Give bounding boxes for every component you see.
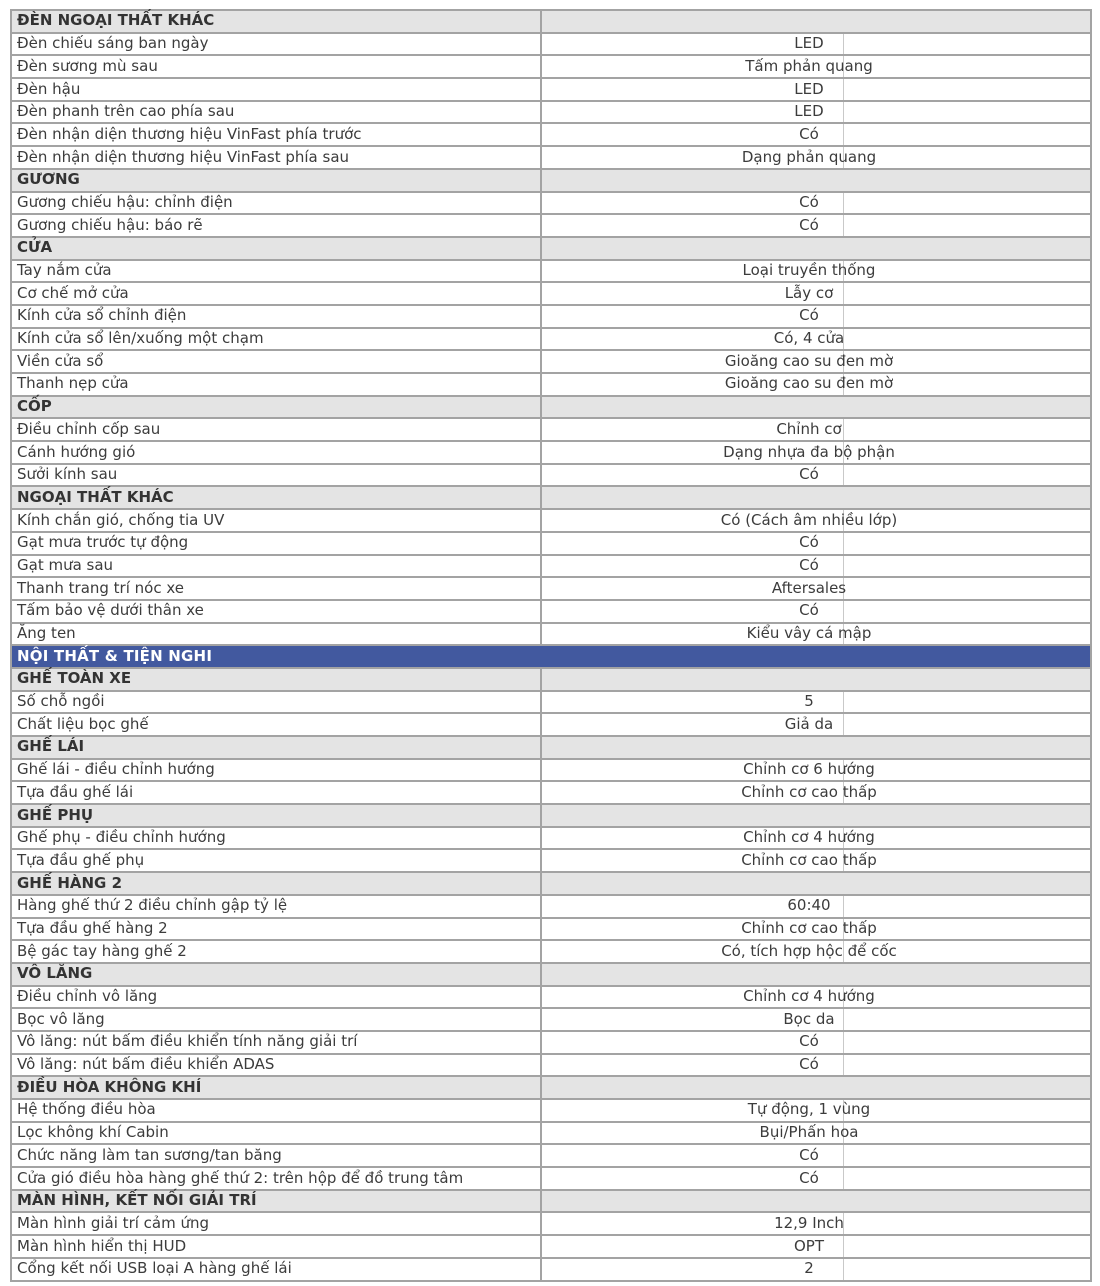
section-label: GƯƠNG: [11, 169, 541, 192]
section-row: [11, 963, 1091, 986]
section-label: MÀN HÌNH, KẾT NỐI GIẢI TRÍ: [11, 1190, 541, 1213]
spec-name: Kính cửa sổ chỉnh điện: [11, 305, 541, 328]
section-row: [11, 486, 1091, 509]
spec-name: Gạt mưa trước tự động: [11, 532, 541, 555]
spec-row: [11, 555, 1091, 578]
spec-value: Chỉnh cơ 6 hướng: [541, 759, 1091, 782]
spec-name: Thanh trang trí nóc xe: [11, 577, 541, 600]
spec-name: Tấm bảo vệ dưới thân xe: [11, 600, 541, 623]
spec-value: Chỉnh cơ cao thấp: [541, 849, 1091, 872]
section-row: [11, 668, 1091, 691]
section-empty-cell: [541, 1076, 1091, 1099]
spec-name: Vô lăng: nút bấm điều khiển tính năng giải trí: [11, 1031, 541, 1054]
spec-value: 12,9 Inch: [541, 1212, 1091, 1235]
spec-name: Đèn chiếu sáng ban ngày: [11, 33, 541, 56]
spec-name: Vô lăng: nút bấm điều khiển ADAS: [11, 1054, 541, 1077]
spec-name: Điều chỉnh vô lăng: [11, 986, 541, 1009]
section-row: [11, 1076, 1091, 1099]
spec-value: Có: [541, 1054, 1091, 1077]
spec-row: [11, 918, 1091, 941]
section-empty-cell: [541, 736, 1091, 759]
spec-row: [11, 33, 1091, 56]
spec-row: [11, 373, 1091, 396]
spec-name: Màn hình hiển thị HUD: [11, 1235, 541, 1258]
spec-name: Bệ gác tay hàng ghế 2: [11, 940, 541, 963]
section-row: [11, 237, 1091, 260]
spec-name: Gương chiếu hậu: báo rẽ: [11, 214, 541, 237]
spec-row: [11, 282, 1091, 305]
spec-row: [11, 146, 1091, 169]
spec-value: Aftersales: [541, 577, 1091, 600]
spec-value: Có, tích hợp hộc để cốc: [541, 940, 1091, 963]
section-empty-cell: [541, 237, 1091, 260]
spec-value: Loại truyền thống: [541, 260, 1091, 283]
spec-row: [11, 895, 1091, 918]
spec-name: Hàng ghế thứ 2 điều chỉnh gập tỷ lệ: [11, 895, 541, 918]
spec-row: [11, 1099, 1091, 1122]
spec-row: [11, 600, 1091, 623]
section-empty-cell: [541, 396, 1091, 419]
spec-value: Tấm phản quang: [541, 55, 1091, 78]
spec-row: [11, 1054, 1091, 1077]
spec-row: [11, 123, 1091, 146]
spec-value: Dạng phản quang: [541, 146, 1091, 169]
spec-value: OPT: [541, 1235, 1091, 1258]
spec-name: Điều chỉnh cốp sau: [11, 418, 541, 441]
spec-name: Lọc không khí Cabin: [11, 1122, 541, 1145]
spec-row: [11, 1212, 1091, 1235]
spec-value: Có: [541, 1167, 1091, 1190]
spec-value: Có: [541, 214, 1091, 237]
spec-value: Có: [541, 600, 1091, 623]
spec-value: Có, 4 cửa: [541, 328, 1091, 351]
spec-row: [11, 532, 1091, 555]
spec-row: [11, 1235, 1091, 1258]
section-empty-cell: [541, 872, 1091, 895]
spec-value: Gioăng cao su đen mờ: [541, 373, 1091, 396]
spec-value: 2: [541, 1258, 1091, 1281]
spec-name: Ghế phụ - điều chỉnh hướng: [11, 827, 541, 850]
spec-name: Kính cửa sổ lên/xuống một chạm: [11, 328, 541, 351]
section-empty-cell: [541, 804, 1091, 827]
spec-row: [11, 78, 1091, 101]
spec-value: Lẫy cơ: [541, 282, 1091, 305]
spec-name: Tựa đầu ghế lái: [11, 781, 541, 804]
section-label: ĐÈN NGOẠI THẤT KHÁC: [11, 10, 541, 33]
spec-value: 60:40: [541, 895, 1091, 918]
spec-name: Gương chiếu hậu: chỉnh điện: [11, 192, 541, 215]
spec-row: [11, 623, 1091, 646]
spec-value: Bọc da: [541, 1008, 1091, 1031]
spec-row: [11, 849, 1091, 872]
spec-value: Có: [541, 555, 1091, 578]
spec-name: Sưởi kính sau: [11, 464, 541, 487]
section-label: NGOẠI THẤT KHÁC: [11, 486, 541, 509]
spec-value: Có: [541, 1144, 1091, 1167]
section-label: CỐP: [11, 396, 541, 419]
section-label: GHẾ LÁI: [11, 736, 541, 759]
spec-name: Ghế lái - điều chỉnh hướng: [11, 759, 541, 782]
spec-value: Có: [541, 532, 1091, 555]
section-label: GHẾ TOÀN XE: [11, 668, 541, 691]
spec-row: [11, 1258, 1091, 1281]
section-row: [11, 10, 1091, 33]
spec-row: [11, 1008, 1091, 1031]
spec-value: Chỉnh cơ cao thấp: [541, 781, 1091, 804]
spec-value: Kiểu vây cá mập: [541, 623, 1091, 646]
spec-row: [11, 509, 1091, 532]
spec-name: Gạt mưa sau: [11, 555, 541, 578]
spec-row: [11, 260, 1091, 283]
section-empty-cell: [541, 1190, 1091, 1213]
spec-value: Có: [541, 1031, 1091, 1054]
spec-value: LED: [541, 33, 1091, 56]
spec-name: Đèn nhận diện thương hiệu VinFast phía sau: [11, 146, 541, 169]
section-empty-cell: [541, 486, 1091, 509]
spec-value: Chỉnh cơ: [541, 418, 1091, 441]
spec-name: Đèn nhận diện thương hiệu VinFast phía trước: [11, 123, 541, 146]
spec-value: Có: [541, 192, 1091, 215]
spec-name: Cánh hướng gió: [11, 441, 541, 464]
spec-table: [10, 9, 1092, 1282]
spec-value: Có: [541, 305, 1091, 328]
spec-value: Gioăng cao su đen mờ: [541, 350, 1091, 373]
major-section-row: [11, 645, 1091, 668]
section-empty-cell: [541, 10, 1091, 33]
spec-value: Chỉnh cơ 4 hướng: [541, 827, 1091, 850]
spec-row: [11, 713, 1091, 736]
spec-name: Thanh nẹp cửa: [11, 373, 541, 396]
section-row: [11, 736, 1091, 759]
section-row: [11, 396, 1091, 419]
spec-name: Đèn sương mù sau: [11, 55, 541, 78]
spec-name: Viền cửa sổ: [11, 350, 541, 373]
spec-value: LED: [541, 78, 1091, 101]
spec-name: Cổng kết nối USB loại A hàng ghế lái: [11, 1258, 541, 1281]
spec-value: Tự động, 1 vùng: [541, 1099, 1091, 1122]
spec-row: [11, 940, 1091, 963]
section-row: [11, 1190, 1091, 1213]
section-row: [11, 169, 1091, 192]
section-label: GHẾ HÀNG 2: [11, 872, 541, 895]
section-label: GHẾ PHỤ: [11, 804, 541, 827]
spec-name: Số chỗ ngồi: [11, 691, 541, 714]
section-row: [11, 804, 1091, 827]
spec-value: Có (Cách âm nhiều lớp): [541, 509, 1091, 532]
spec-row: [11, 350, 1091, 373]
spec-value: Dạng nhựa đa bộ phận: [541, 441, 1091, 464]
spec-name: Đèn hậu: [11, 78, 541, 101]
spec-value: LED: [541, 101, 1091, 124]
section-empty-cell: [541, 169, 1091, 192]
section-label: CỬA: [11, 237, 541, 260]
spec-name: Cơ chế mở cửa: [11, 282, 541, 305]
spec-name: Bọc vô lăng: [11, 1008, 541, 1031]
spec-row: [11, 192, 1091, 215]
spec-value: Chỉnh cơ 4 hướng: [541, 986, 1091, 1009]
spec-row: [11, 759, 1091, 782]
spec-name: Ăng ten: [11, 623, 541, 646]
spec-row: [11, 1122, 1091, 1145]
spec-row: [11, 101, 1091, 124]
spec-value: Giả da: [541, 713, 1091, 736]
section-label: VÔ LĂNG: [11, 963, 541, 986]
section-empty-cell: [541, 668, 1091, 691]
spec-row: [11, 1031, 1091, 1054]
spec-name: Cửa gió điều hòa hàng ghế thứ 2: trên hộp để đồ trung tâm: [11, 1167, 541, 1190]
spec-row: [11, 1167, 1091, 1190]
spec-value: Chỉnh cơ cao thấp: [541, 918, 1091, 941]
spec-row: [11, 1144, 1091, 1167]
spec-name: Màn hình giải trí cảm ứng: [11, 1212, 541, 1235]
spec-name: Tay nắm cửa: [11, 260, 541, 283]
spec-value: 5: [541, 691, 1091, 714]
section-row: [11, 872, 1091, 895]
spec-name: Tựa đầu ghế phụ: [11, 849, 541, 872]
spec-row: [11, 691, 1091, 714]
spec-name: Chức năng làm tan sương/tan băng: [11, 1144, 541, 1167]
spec-row: [11, 328, 1091, 351]
spec-row: [11, 781, 1091, 804]
spec-row: [11, 464, 1091, 487]
spec-name: Đèn phanh trên cao phía sau: [11, 101, 541, 124]
spec-row: [11, 214, 1091, 237]
spec-value: Có: [541, 464, 1091, 487]
section-empty-cell: [541, 963, 1091, 986]
spec-name: Tựa đầu ghế hàng 2: [11, 918, 541, 941]
spec-row: [11, 827, 1091, 850]
spec-row: [11, 577, 1091, 600]
spec-name: Hệ thống điều hòa: [11, 1099, 541, 1122]
spec-table-body: [11, 10, 1091, 1281]
spec-row: [11, 986, 1091, 1009]
section-label: ĐIỀU HÒA KHÔNG KHÍ: [11, 1076, 541, 1099]
spec-name: Kính chắn gió, chống tia UV: [11, 509, 541, 532]
spec-row: [11, 418, 1091, 441]
spec-name: Chất liệu bọc ghế: [11, 713, 541, 736]
spec-value: Bụi/Phấn hoa: [541, 1122, 1091, 1145]
major-section-label: NỘI THẤT & TIỆN NGHI: [11, 645, 1091, 668]
spec-row: [11, 305, 1091, 328]
spec-row: [11, 441, 1091, 464]
spec-value: Có: [541, 123, 1091, 146]
spec-row: [11, 55, 1091, 78]
